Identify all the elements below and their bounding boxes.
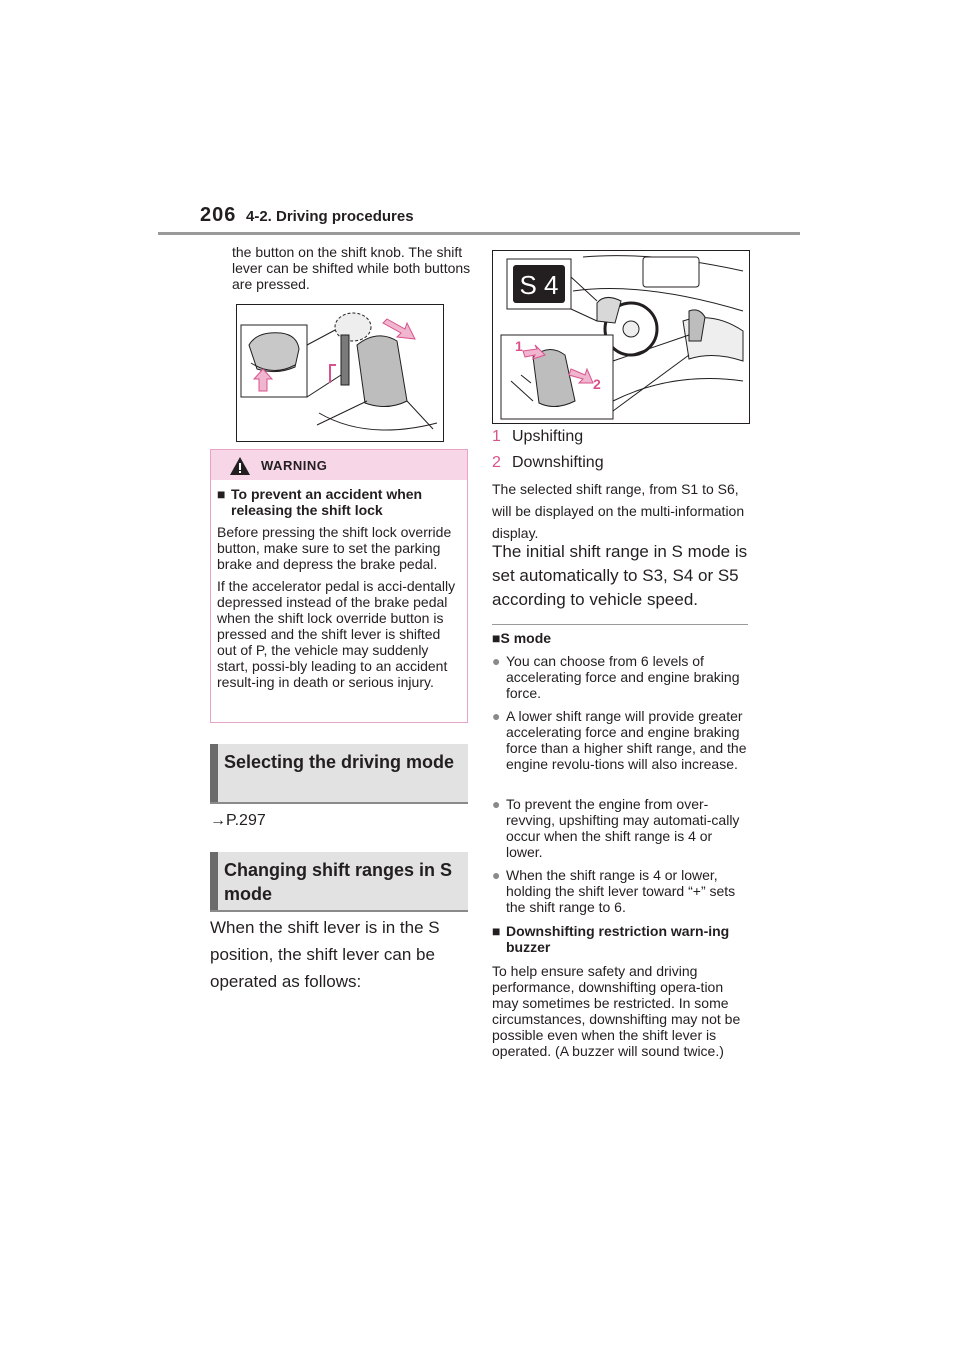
list-item xyxy=(492,796,752,860)
shift-lock-illustration xyxy=(236,304,444,442)
round-bullet-icon: ● xyxy=(492,653,501,669)
round-bullet-icon: ● xyxy=(492,708,501,724)
initial-range-text: The initial shift range in S mode is set automatically to S3, S4 or S5 according to vehicle speed. xyxy=(492,542,748,609)
display-shift-label: S 4 xyxy=(519,270,559,300)
list-item-text: When the shift range is 4 or lower, holding the shift lever toward “+” sets the shift range to 6. xyxy=(506,867,736,915)
heading-driving-mode xyxy=(210,744,468,804)
s-mode-heading-text: S mode xyxy=(500,630,552,646)
step-label: Upshifting xyxy=(512,428,584,445)
step-label: Downshifting xyxy=(512,454,604,471)
list-item xyxy=(492,867,752,915)
round-bullet-icon: ● xyxy=(492,867,501,883)
buzzer-text: To help ensure safety and driving performance, downshifting opera-tion may sometimes be restricted. In some circumstances, downshifting may not be possible even when the shift lever is operated. (A buzzer will sound twice.) xyxy=(492,963,741,1059)
square-bullet-icon: ■ xyxy=(492,630,501,646)
page-number: 206 xyxy=(200,204,237,226)
heading-driving-mode-text: Selecting the driving mode xyxy=(224,752,455,772)
s-mode-illustration xyxy=(492,250,750,424)
list-item-text: To prevent the engine from over-revving, upshifting may automati-cally occur when the shift range is 4 or lower. xyxy=(506,796,740,860)
warning-subtitle xyxy=(217,486,461,518)
callout-1: 1 xyxy=(515,338,523,354)
buzzer-heading xyxy=(492,923,752,955)
step-number: 2 xyxy=(492,454,501,471)
warning-box xyxy=(210,449,468,723)
page-reference-link[interactable]: →P.297 xyxy=(210,812,266,829)
warning-header xyxy=(211,450,467,480)
list-item-text: A lower shift range will provide greater accelerating force and engine braking force than a higher shift range, and the engine revolu-tions will also increase. xyxy=(506,708,747,772)
s-mode-heading xyxy=(492,630,551,646)
square-bullet-icon: ■ xyxy=(217,486,226,502)
buzzer-heading-text: Downshifting restriction warn-ing buzzer xyxy=(506,923,730,955)
display-note: The selected shift range, from S1 to S6, will be displayed on the multi-information display. xyxy=(492,481,745,541)
warning-paragraph-1: Before pressing the shift lock override button, make sure to set the parking brake and depress the brake pedal. xyxy=(217,524,452,572)
heading-shift-ranges-text: Changing shift ranges in S mode xyxy=(224,860,453,904)
heading-shift-ranges xyxy=(210,852,468,912)
callout-2: 2 xyxy=(593,376,601,392)
section-divider xyxy=(492,624,748,625)
step-downshifting xyxy=(492,454,604,472)
list-item-text: You can choose from 6 levels of accelerating force and engine braking force. xyxy=(506,653,740,701)
shift-operation-text: When the shift lever is in the S position, the shift lever can be operated as follows: xyxy=(210,918,440,991)
warning-title: WARNING xyxy=(261,458,328,473)
list-item xyxy=(492,708,752,772)
square-bullet-icon: ■ xyxy=(492,923,501,939)
step-upshifting xyxy=(492,428,583,446)
list-item xyxy=(492,653,752,701)
warning-subtitle-text: To prevent an accident when releasing the shift lock xyxy=(231,486,423,518)
warning-triangle-icon xyxy=(229,456,251,476)
header-divider xyxy=(158,232,800,235)
intro-text: the button on the shift knob. The shift lever can be shifted while both buttons are pressed. xyxy=(232,244,471,292)
step-number: 1 xyxy=(492,428,501,445)
section-title: 4-2. Driving procedures xyxy=(246,208,414,225)
round-bullet-icon: ● xyxy=(492,796,501,812)
warning-paragraph-2: If the accelerator pedal is acci-dentally depressed instead of the brake pedal when the shift lock override button is pressed and the shift lever is shifted out of P, the vehicle may suddenly start, possi-bly leading to an accident result-ing in death or serious injury. xyxy=(217,578,456,690)
